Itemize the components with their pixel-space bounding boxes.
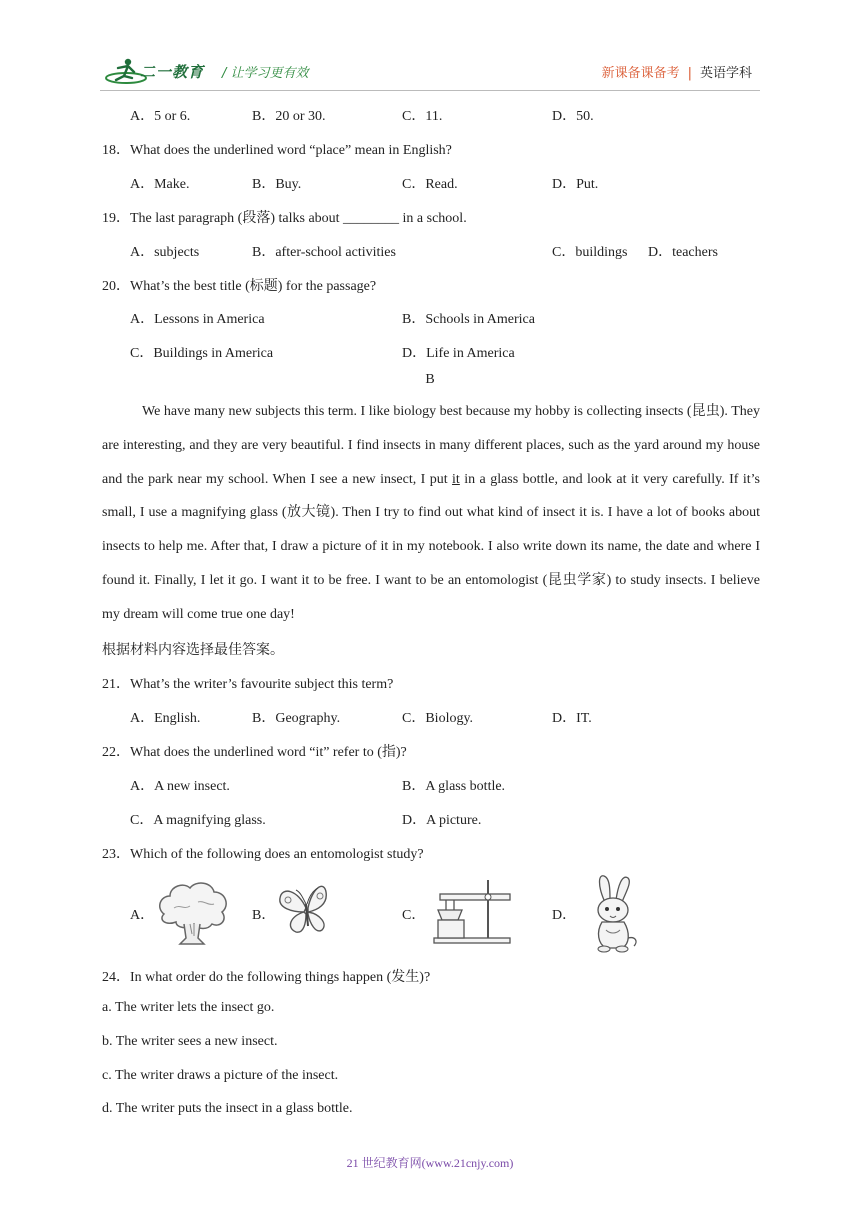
q18-option-a: A．Make. xyxy=(130,177,190,192)
logo-text: 二一教育 xyxy=(140,63,205,81)
q18-stem: 18．What does the underlined word “place” mean in English? xyxy=(102,143,452,158)
header-course: 新课备课备考 xyxy=(601,66,680,81)
passage-b xyxy=(102,395,760,632)
q20-option-b: B．Schools in America xyxy=(402,312,535,327)
q22-option-b: B．A glass bottle. xyxy=(402,779,506,794)
q17-option-a: A．5 or 6. xyxy=(130,109,191,124)
passage-text-1: We have many new subjects this term. I like biology best because my hobby is collecting insects (昆虫). They are interesting, and they are very beautiful. I find insects in many different places, such as the yard around my house and the park near my school. When I see a new insect, I put xyxy=(102,404,760,487)
q23-option-b: B． xyxy=(252,908,276,923)
rabbit-icon xyxy=(582,872,646,956)
q22-option-c: C．A magnifying glass. xyxy=(130,813,266,828)
q24-stem: 24．In what order do the following things happen (发生)? xyxy=(102,970,431,985)
q21-option-d: D．IT. xyxy=(552,711,592,726)
q24-item-a: a. The writer lets the insect go. xyxy=(102,1000,275,1015)
q22-option-d: D．A picture. xyxy=(402,813,482,828)
q19-option-c: C．buildings xyxy=(552,245,628,260)
q19-option-b: B．after-school activities xyxy=(252,245,396,260)
q24-item-c: c. The writer draws a picture of the insect. xyxy=(102,1068,339,1083)
header-separator: | xyxy=(687,66,692,81)
page-footer: 21 世纪教育网(www.21cnjy.com) xyxy=(346,1156,514,1170)
q19-stem: 19．The last paragraph (段落) talks about ________ in a school. xyxy=(102,211,467,226)
q23-stem: 23．Which of the following does an entomologist study? xyxy=(102,847,424,862)
header-subject-label: 英语学科 xyxy=(699,66,752,81)
header-subject xyxy=(602,62,752,81)
q23-option-c: C． xyxy=(402,908,426,923)
q20-option-d: D．Life in America xyxy=(402,346,515,361)
q20-option-c: C．Buildings in America xyxy=(130,346,274,361)
q22-option-a: A．A new insect. xyxy=(130,779,230,794)
q18-option-c: C．Read. xyxy=(402,177,458,192)
q22-stem: 22．What does the underlined word “it” refer to (指)? xyxy=(102,745,407,760)
header-slogan: / 让学习更有效 xyxy=(222,66,309,81)
q23-option-a: A． xyxy=(130,908,155,923)
underlined-it: it xyxy=(452,471,460,487)
instruction: 根据材料内容选择最佳答案。 xyxy=(102,643,284,658)
passage-text-2: in a glass bottle, and look at it very carefully. If it’s small, I use a magnifying glass (放大镜). Then I try to find out what kind of insect it is. I have a lot of books about insects to help me. After that, I draw a picture of it in my notebook. I also write down its name, the date and where I found it. Finally, I let it go. I want it to be free. I want to be an entomologist (昆虫学家) to study insects. I believe my dream will come true one day! xyxy=(102,471,760,622)
q21-option-c: C．Biology. xyxy=(402,711,474,726)
q20-option-a: A．Lessons in America xyxy=(130,312,265,327)
q21-option-a: A．English. xyxy=(130,711,201,726)
section-title: B xyxy=(425,372,435,387)
q20-stem: 20．What’s the best title (标题) for the passage? xyxy=(102,279,377,294)
butterfly-icon xyxy=(276,878,336,938)
page-header xyxy=(100,56,760,91)
q23-option-d: D． xyxy=(552,908,577,923)
q21-stem: 21．What’s the writer’s favourite subject this term? xyxy=(102,677,394,692)
q18-option-d: D．Put. xyxy=(552,177,599,192)
lab-stand-icon xyxy=(430,876,512,946)
q17-option-c: C．11. xyxy=(402,109,443,124)
q18-option-b: B．Buy. xyxy=(252,177,302,192)
q19-option-a: A．subjects xyxy=(130,245,200,260)
tree-icon xyxy=(154,878,232,948)
q21-option-b: B．Geography. xyxy=(252,711,341,726)
q24-item-d: d. The writer puts the insect in a glass bottle. xyxy=(102,1101,353,1116)
q17-option-b: B．20 or 30. xyxy=(252,109,326,124)
q19-option-d: D．teachers xyxy=(648,245,718,260)
q17-option-d: D．50. xyxy=(552,109,594,124)
q24-item-b: b. The writer sees a new insect. xyxy=(102,1034,278,1049)
